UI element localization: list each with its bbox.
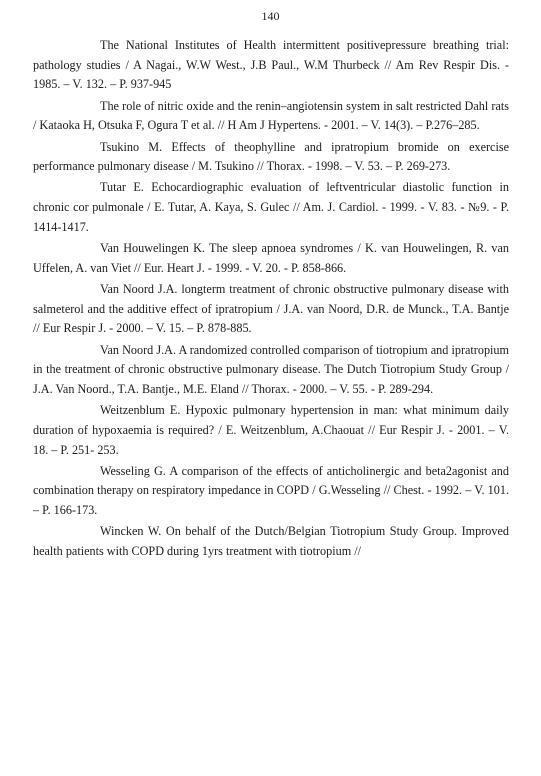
reference-number [0, 462, 11, 482]
reference-text: Wincken W. On behalf of the Dutch/Belgian Tiotropium Study Group. Improved health patients with COPD during 1yrs treatment with tiotropium // [33, 524, 509, 559]
reference-number [0, 97, 11, 117]
reference-text: Tutar E. Echocardiographic evaluation of leftventricular diastolic function in chronic cor pulmonale / E. Tutar, A. Kaya, S. Gulec // Am. J. Cardiol. - 1999. - V. 83. - №9. - P. 1414-1417. [33, 180, 509, 234]
page-number: 140 [261, 9, 280, 23]
reference-number [0, 178, 11, 198]
reference-item [33, 36, 509, 95]
reference-list [33, 36, 509, 563]
reference-number [0, 36, 11, 56]
reference-text: Van Noord J.A. longterm treatment of chronic obstructive pulmonary disease with salmeterol and the additive effect of ipratropium / J.A. van Noord, D.R. de Munck., T.A. Bantje // Eur Respir J. - 2000. – V. 15. – P. 878-885. [33, 281, 509, 336]
reference-text: Wesseling G. A comparison of the effects of anticholinergic and beta2agonist and combination therapy on respiratory impedance in COPD / G.Wesseling // Chest. - 1992. – V. 101. – P. 166-173. [33, 463, 509, 518]
reference-text: The role of nitric oxide and the renin–angiotensin system in salt restricted Dahl rats / Kataoka H, Otsuka F, Ogura T et al. // H Am J Hypertens. - 2001. – V. 14(3). – P.276–285. [33, 98, 509, 133]
reference-text: Tsukino M. Effects of theophylline and ipratropium bromide on exercise performance pulmonary disease / M. Tsukino // Thorax. - 1998. – V. 53. – P. 269-273. [33, 139, 509, 174]
reference-text: Weitzenblum E. Hypoxic pulmonary hypertension in man: what minimum daily duration of hypoxaemia is required? / E. Weitzenblum, A.Chaouat // Eur Respir J. - 2001. – V. 18. – P. 251- 253. [33, 403, 509, 457]
reference-item [33, 462, 509, 521]
reference-item [33, 522, 509, 561]
reference-number [0, 138, 11, 158]
reference-item [33, 138, 509, 177]
reference-text: Van Noord J.A. A randomized controlled comparison of tiotropium and ipratropium in the treatment of chronic obstructive pulmonary disease. The Dutch Tiotropium Study Group / J.A. Van Noord., T.A. Bantje., M.E. Eland // Thorax. - 2000. – V. 55. - P. 289-294. [33, 342, 509, 396]
reference-number [0, 401, 11, 421]
reference-item [33, 97, 509, 136]
reference-number [0, 341, 11, 361]
reference-number [0, 522, 11, 542]
reference-item [33, 280, 509, 339]
reference-item [33, 178, 509, 237]
reference-text: The National Institutes of Health intermittent positivepressure breathing trial: pathology studies / A Nagai., W.W West., J.B Paul., W.M Thurbeck // Am Rev Respir Dis. - 1985. – V. 132. – P. 937-945 [33, 38, 509, 92]
reference-number [0, 239, 11, 259]
reference-text: Van Houwelingen K. The sleep apnoea syndromes / K. van Houwelingen, R. van Uffelen, A. van Viet // Eur. Heart J. - 1999. - V. 20. - P. 858-866. [33, 241, 509, 275]
reference-item [33, 401, 509, 460]
reference-item [33, 239, 509, 278]
reference-item [33, 341, 509, 400]
reference-number [0, 280, 11, 300]
